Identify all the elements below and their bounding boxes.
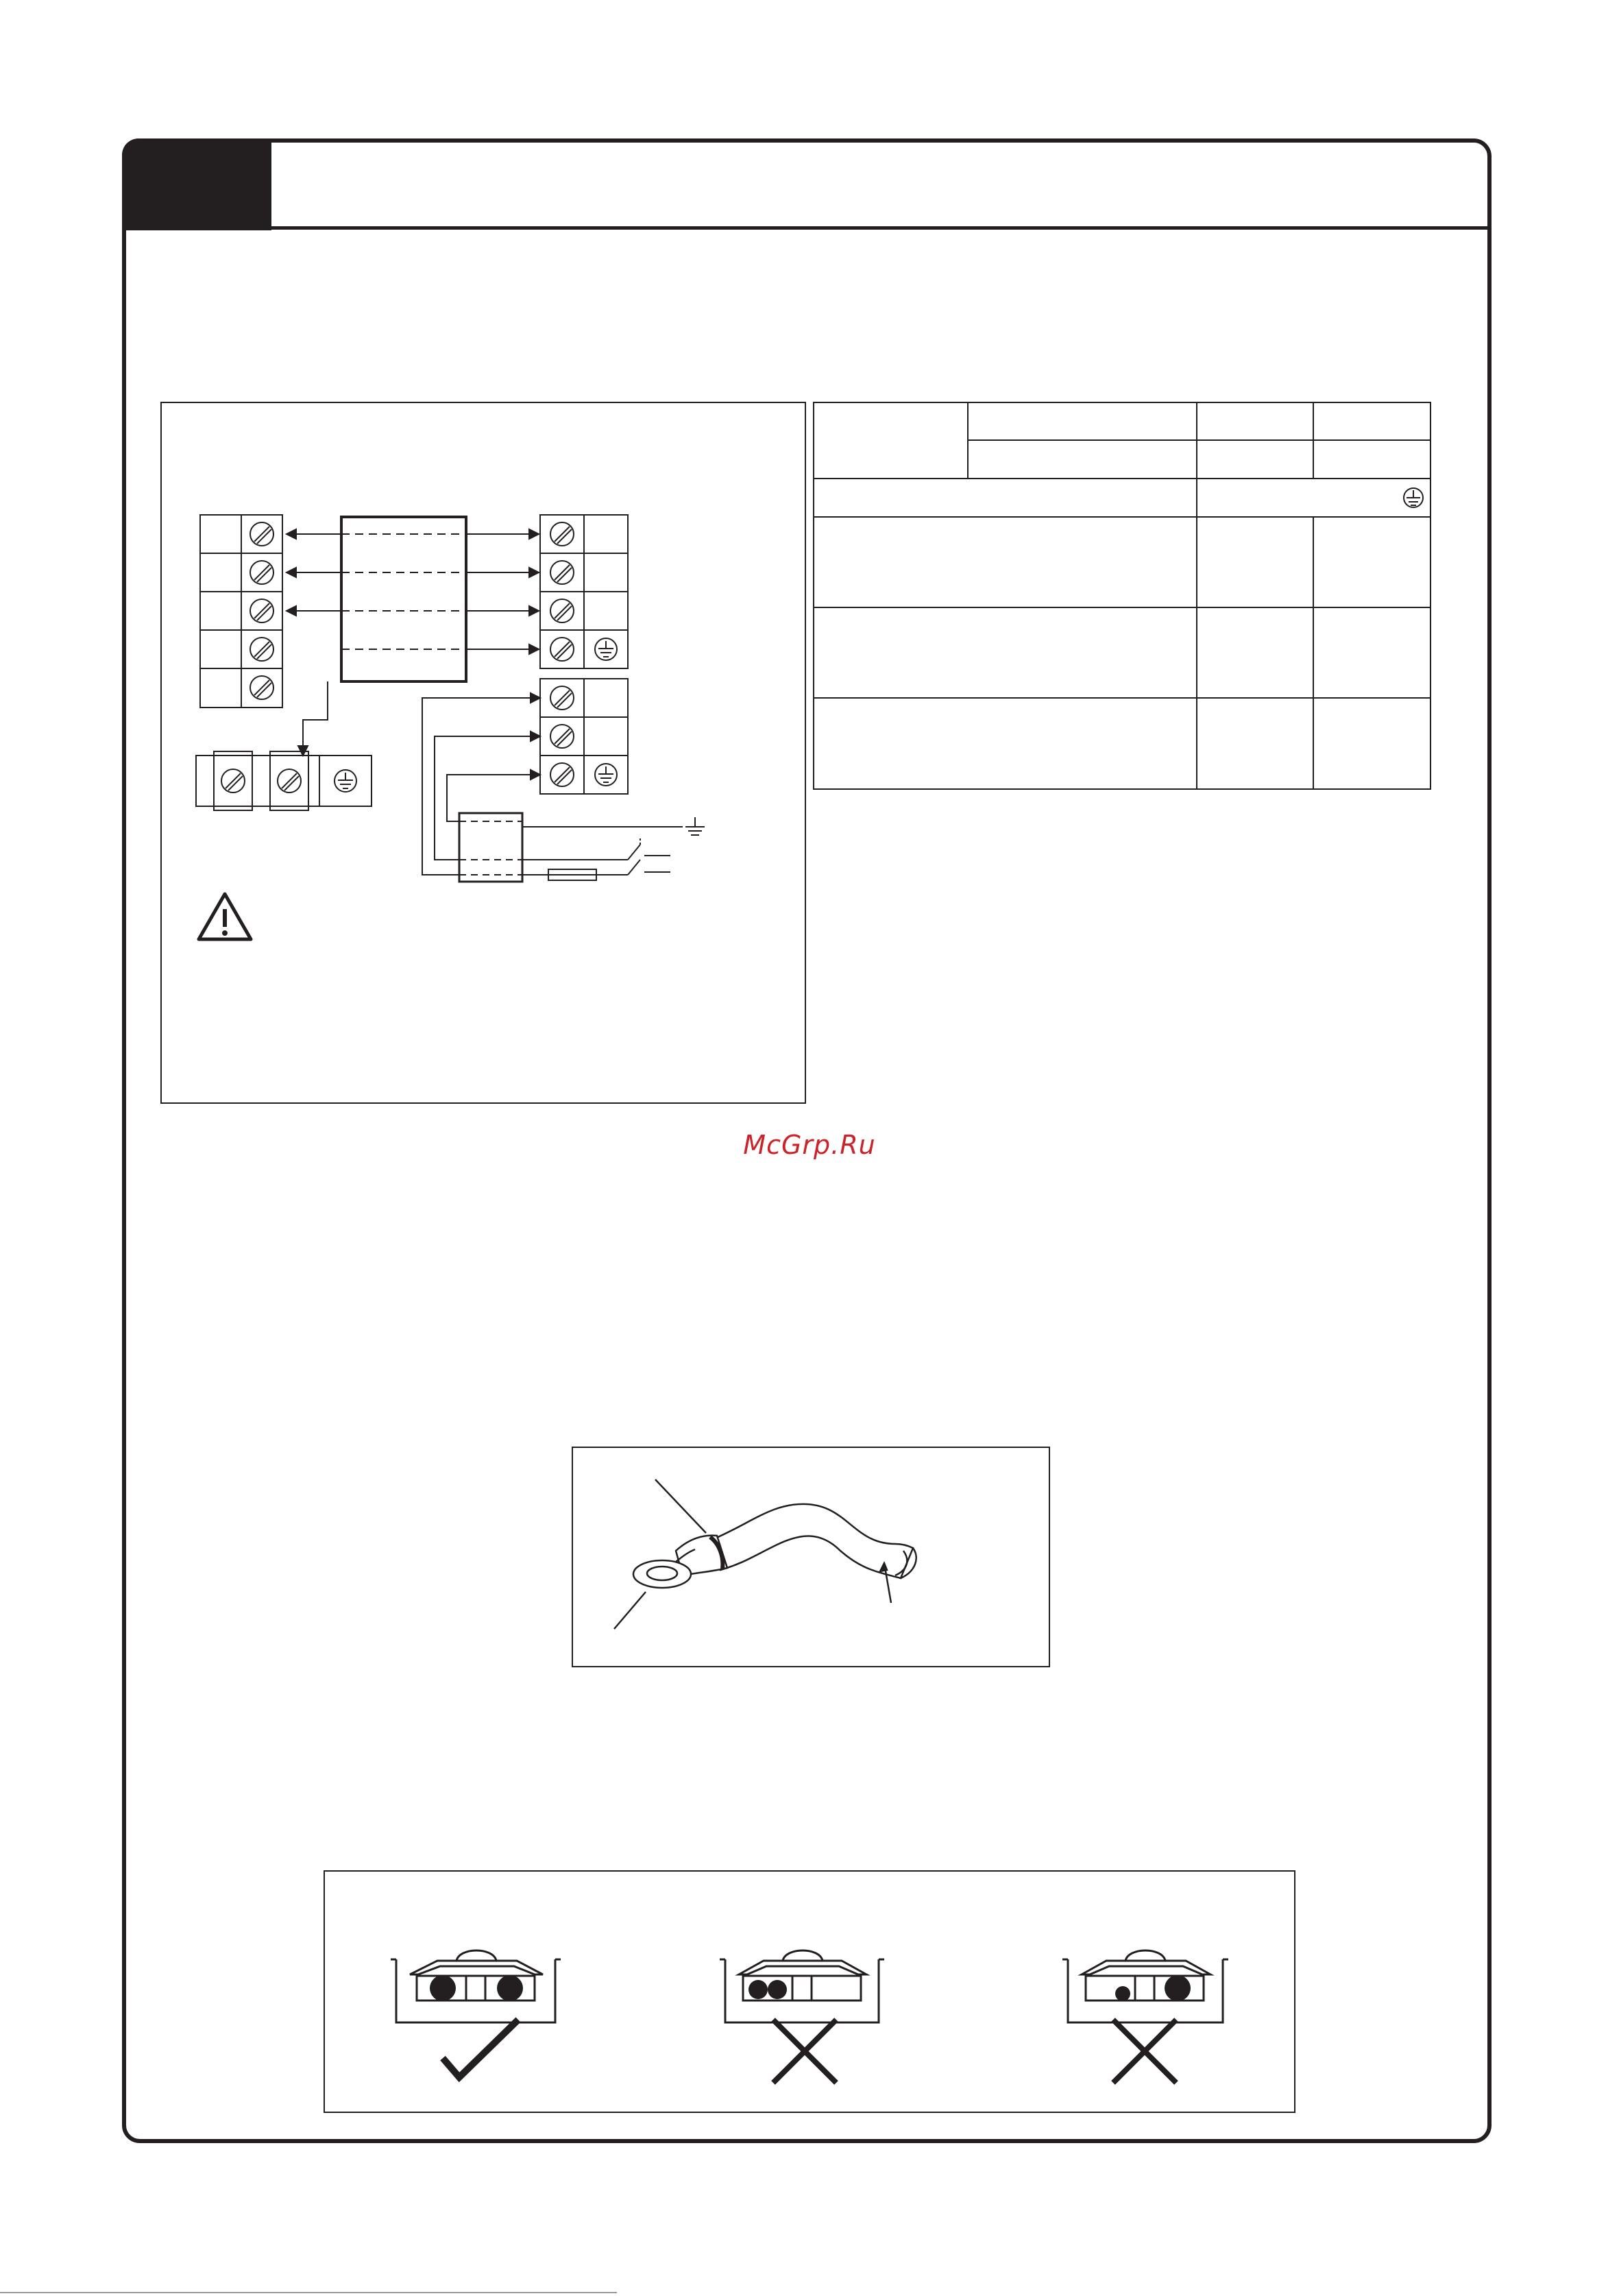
outdoor-terminal-block [540, 515, 628, 668]
screw-terminal [250, 638, 273, 661]
control-terminal-block [196, 751, 372, 810]
screw-terminal [550, 522, 574, 546]
incorrect-connection-example-1 [720, 1950, 884, 2083]
ground-icon [595, 764, 617, 786]
power-supply-wires [422, 693, 705, 882]
wiring-diagram [162, 403, 807, 1105]
screw-terminal [550, 638, 574, 661]
screw-terminal [550, 686, 574, 710]
power-cable-box [459, 813, 522, 882]
screw-terminal [250, 599, 273, 623]
ring-terminal-panel [572, 1447, 1050, 1667]
screw-terminal [250, 676, 273, 699]
correct-connection-example [391, 1950, 561, 2077]
screw-terminal [550, 599, 574, 623]
power-terminal-block [540, 679, 628, 794]
ground-icon [595, 638, 617, 660]
section-header-block [122, 138, 271, 230]
ground-icon [1404, 488, 1423, 507]
screw-terminal [278, 769, 301, 793]
connection-examples [325, 1872, 1297, 2114]
indoor-terminal-block [200, 515, 282, 708]
page-footer-rule [0, 2292, 617, 2293]
connecting-cable-box [341, 517, 466, 681]
ground-icon [685, 817, 705, 835]
screw-terminal [550, 763, 574, 786]
screw-terminal [221, 769, 245, 793]
header-rule [270, 226, 1492, 230]
screw-terminal [550, 725, 574, 748]
screw-terminal [550, 561, 574, 584]
terminal-connection-panel [324, 1870, 1295, 2113]
incorrect-connection-example-2 [1062, 1950, 1228, 2083]
ring-terminal-illustration [573, 1448, 1051, 1669]
warning-triangle-icon [199, 894, 251, 939]
wiring-diagram-panel [160, 402, 806, 1104]
watermark: McGrp.Ru [743, 1130, 876, 1160]
connecting-wires [287, 529, 539, 756]
screw-terminal [250, 561, 273, 584]
check-mark-icon [443, 2020, 518, 2077]
screw-terminal [250, 522, 273, 546]
cross-mark-icon [1113, 2020, 1176, 2083]
wire-spec-table [813, 402, 1431, 790]
cross-mark-icon [773, 2020, 836, 2083]
ground-icon [334, 770, 356, 792]
